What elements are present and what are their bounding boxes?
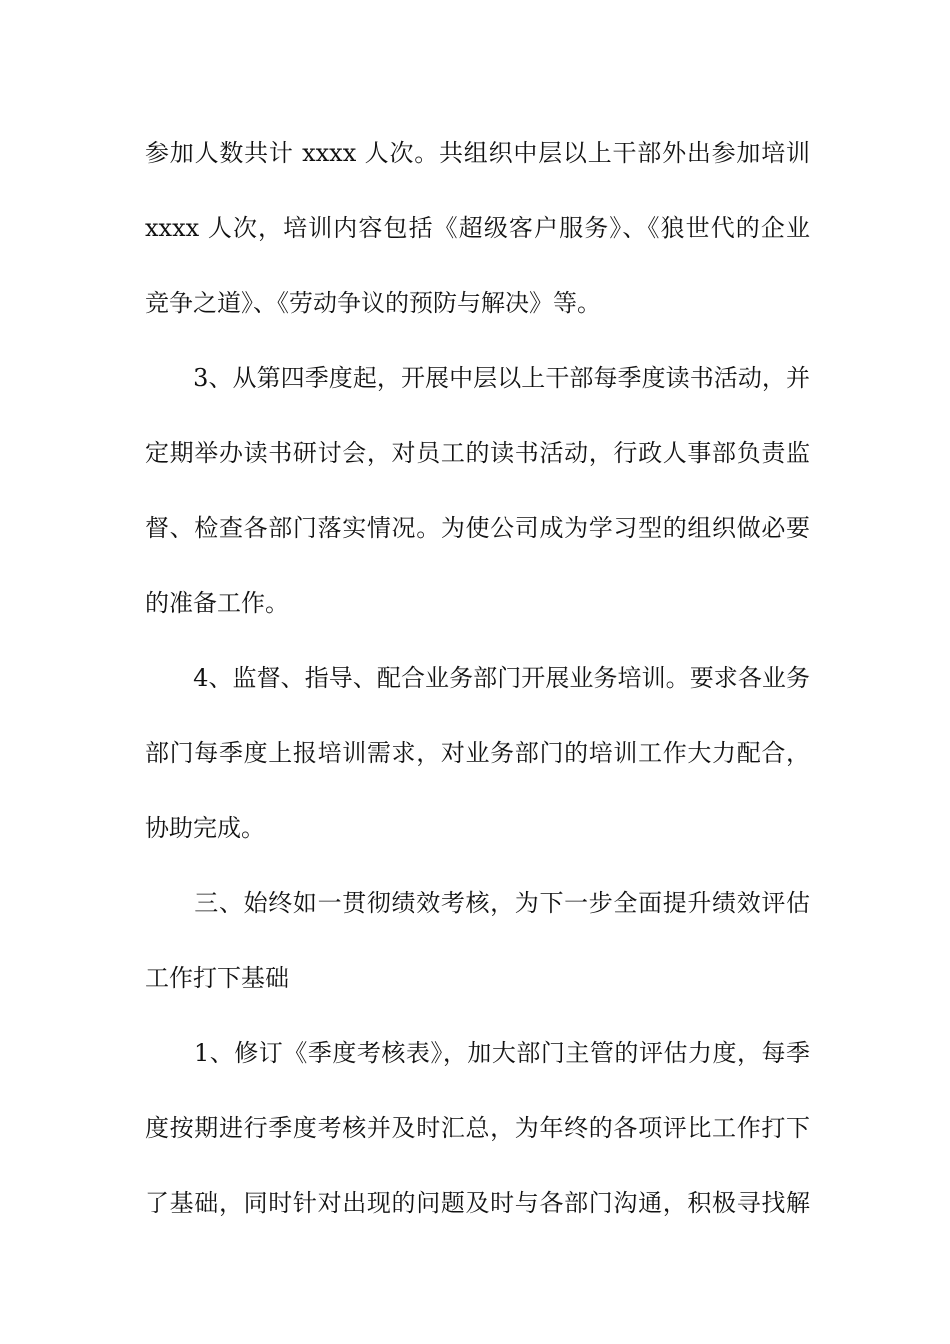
text-line: 参加人数共计 xxxx 人次。共组织中层以上干部外出参加培训 <box>145 139 810 167</box>
text-line: 部门每季度上报培训需求，对业务部门的培训工作大力配合， <box>145 739 810 767</box>
text-line: 督、检查各部门落实情况。为使公司成为学习型的组织做必要 <box>145 514 810 542</box>
text-line: 协助完成。 <box>145 814 265 842</box>
text-line: 了基础，同时针对出现的问题及时与各部门沟通，积极寻找解 <box>145 1189 810 1217</box>
text-line: 工作打下基础 <box>145 964 289 992</box>
text-line: 的准备工作。 <box>145 589 289 617</box>
text-line: 度按期进行季度考核并及时汇总，为年终的各项评比工作打下 <box>145 1114 810 1142</box>
text-line: 竞争之道》、《劳动争议的预防与解决》等。 <box>145 289 601 317</box>
text-line: 定期举办读书研讨会，对员工的读书活动，行政人事部负责监 <box>145 439 810 467</box>
text-line: 4、监督、指导、配合业务部门开展业务培训。要求各业务 <box>145 664 810 692</box>
text-line: 1、修订《季度考核表》，加大部门主管的评估力度，每季 <box>145 1039 810 1067</box>
text-line: 3、从第四季度起，开展中层以上干部每季度读书活动，并 <box>145 364 810 392</box>
text-line: 三、始终如一贯彻绩效考核，为下一步全面提升绩效评估 <box>145 889 810 917</box>
text-line: xxxx 人次，培训内容包括《超级客户服务》、《狼世代的企业 <box>145 214 810 242</box>
